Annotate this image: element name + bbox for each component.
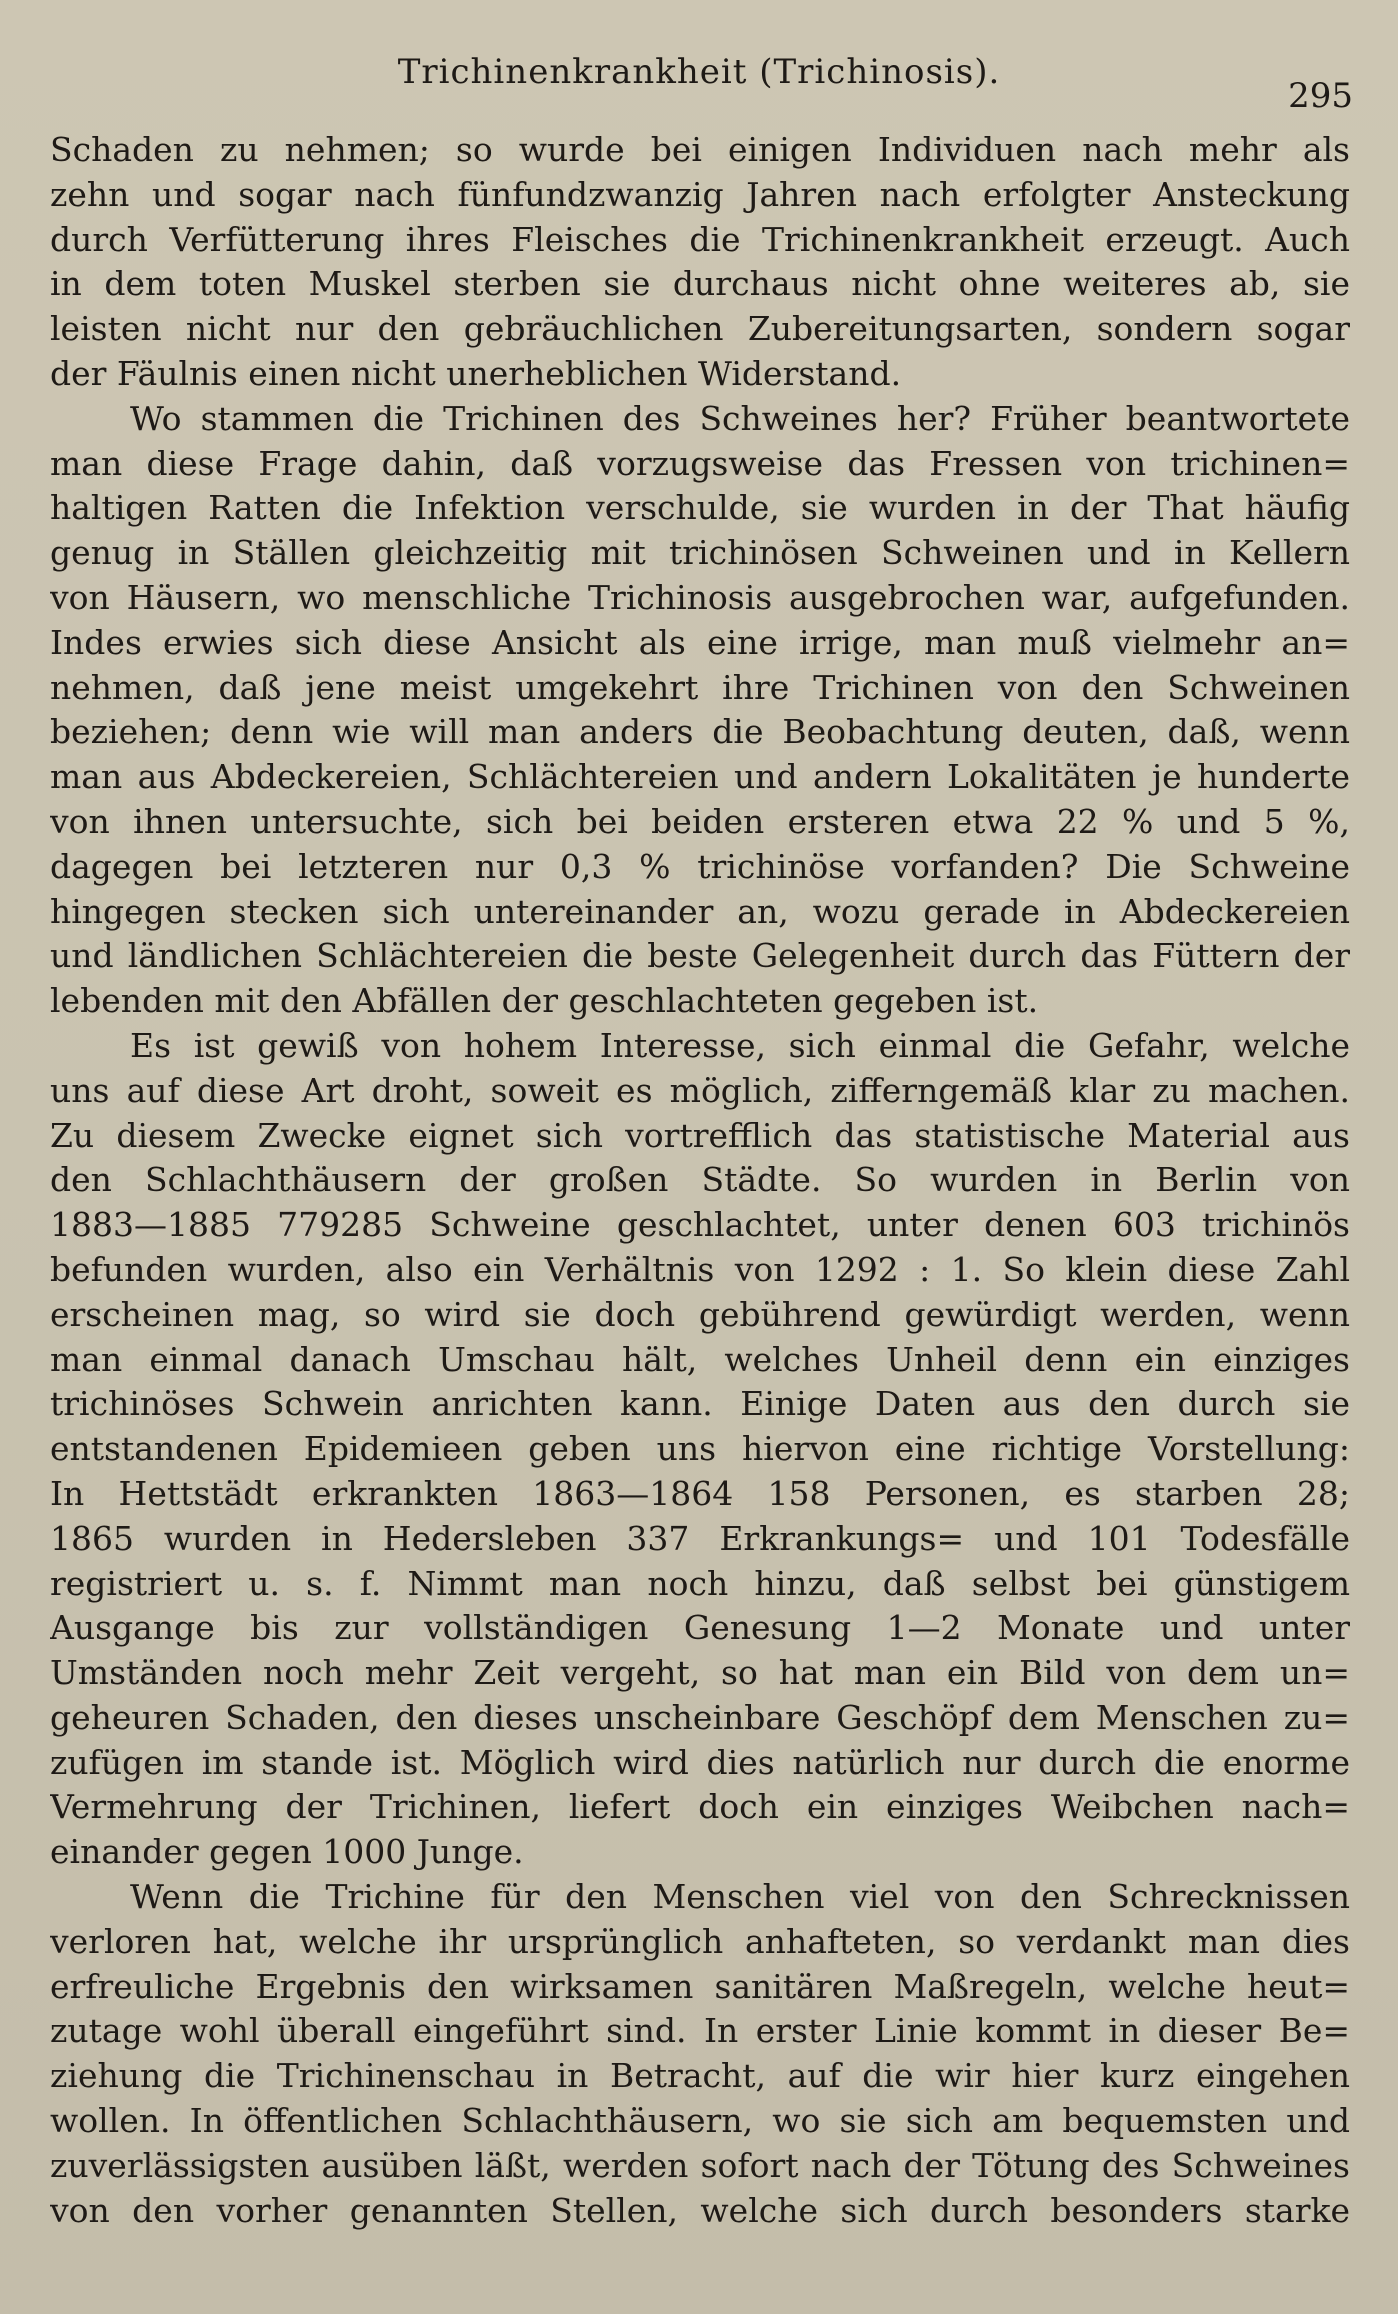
- text-line: durch Verfütterung ihres Fleisches die Trichinenkrankheit erzeugt. Auch: [50, 219, 1350, 259]
- text-line: Indes erwies sich diese Ansicht als eine irrige, man muß vielmehr an=: [50, 622, 1350, 662]
- text-line: nehmen, daß jene meist umgekehrt ihre Trichinen von den Schweinen: [50, 667, 1350, 707]
- text-line: Vermehrung der Trichinen, liefert doch ein einziges Weibchen nach=: [50, 1787, 1350, 1827]
- text-line: einander gegen 1000 Junge.: [50, 1832, 524, 1872]
- text-line: uns auf diese Art droht, soweit es möglich, zifferngemäß klar zu machen.: [50, 1070, 1350, 1110]
- text-line: erfreuliche Ergebnis den wirksamen sanitären Maßregeln, welche heut=: [50, 1966, 1350, 2006]
- text-line: genug in Ställen gleichzeitig mit trichinösen Schweinen und in Kellern: [50, 533, 1350, 573]
- text-line: in dem toten Muskel sterben sie durchaus nicht ohne weiteres ab, sie: [50, 264, 1350, 304]
- body-text: [50, 128, 1350, 2233]
- text-line: hingegen stecken sich untereinander an, wozu gerade in Abdeckereien: [50, 891, 1350, 931]
- text-line: von ihnen untersuchte, sich bei beiden ersteren etwa 22 % und 5 %,: [50, 801, 1350, 841]
- text-line: zutage wohl überall eingeführt sind. In erster Linie kommt in dieser Be=: [50, 2011, 1350, 2051]
- text-line: geheuren Schaden, den dieses unscheinbare Geschöpf dem Menschen zu=: [50, 1697, 1350, 1737]
- text-line: lebenden mit den Abfällen der geschlachteten gegeben ist.: [50, 981, 1039, 1021]
- page-number: 295: [1288, 76, 1353, 116]
- text-line: Ausgange bis zur vollständigen Genesung 1—2 Monate und unter: [50, 1608, 1350, 1648]
- text-line: In Hettstädt erkrankten 1863—1864 158 Personen, es starben 28;: [50, 1473, 1350, 1513]
- text-line: man einmal danach Umschau hält, welches Unheil denn ein einziges: [50, 1339, 1350, 1379]
- text-line: man aus Abdeckereien, Schlächtereien und andern Lokalitäten je hunderte: [50, 757, 1350, 797]
- text-line: und ländlichen Schlächtereien die beste Gelegenheit durch das Füttern der: [50, 936, 1350, 976]
- text-line: der Fäulnis einen nicht unerheblichen Widerstand.: [50, 353, 902, 393]
- text-line: Zu diesem Zwecke eignet sich vortrefflich das statistische Material aus: [50, 1115, 1350, 1155]
- text-line: Wenn die Trichine für den Menschen viel von den Schrecknissen: [130, 1877, 1350, 1917]
- text-line: verloren hat, welche ihr ursprünglich anhafteten, so verdankt man dies: [50, 1921, 1350, 1961]
- text-line: zuverlässigsten ausüben läßt, werden sofort nach der Tötung des Schweines: [50, 2145, 1350, 2185]
- text-line: 1883—1885 779285 Schweine geschlachtet, unter denen 603 trichinös: [50, 1205, 1350, 1245]
- text-line: Schaden zu nehmen; so wurde bei einigen Individuen nach mehr als: [50, 130, 1350, 169]
- text-line: zehn und sogar nach fünfundzwanzig Jahren nach erfolgter Ansteckung: [50, 174, 1350, 214]
- text-line: erscheinen mag, so wird sie doch gebührend gewürdigt werden, wenn: [50, 1294, 1350, 1334]
- text-line: man diese Frage dahin, daß vorzugsweise das Fressen von trichinen=: [50, 443, 1350, 483]
- text-line: zufügen im stande ist. Möglich wird dies natürlich nur durch die enorme: [50, 1742, 1350, 1782]
- text-line: beziehen; denn wie will man anders die Beobachtung deuten, daß, wenn: [50, 712, 1350, 752]
- text-line: den Schlachthäusern der großen Städte. So wurden in Berlin von: [50, 1160, 1350, 1200]
- text-line: ziehung die Trichinenschau in Betracht, auf die wir hier kurz eingehen: [50, 2056, 1350, 2096]
- text-line: 1865 wurden in Hedersleben 337 Erkrankungs= und 101 Todesfälle: [50, 1518, 1350, 1558]
- text-line: von Häusern, wo menschliche Trichinosis ausgebrochen war, aufgefunden.: [50, 577, 1350, 617]
- text-line: von den vorher genannten Stellen, welche sich durch besonders starke: [50, 2190, 1350, 2230]
- text-line: registriert u. s. f. Nimmt man noch hinzu, daß selbst bei günstigem: [50, 1563, 1350, 1603]
- text-line: Wo stammen die Trichinen des Schweines her? Früher beantwortete: [130, 398, 1350, 438]
- text-line: entstandenen Epidemieen geben uns hiervon eine richtige Vorstellung:: [50, 1429, 1350, 1469]
- text-line: Es ist gewiß von hohem Interesse, sich einmal die Gefahr, welche: [130, 1025, 1350, 1065]
- text-line: haltigen Ratten die Infektion verschulde, sie wurden in der That häufig: [50, 488, 1350, 528]
- text-line: dagegen bei letzteren nur 0,3 % trichinöse vorfanden? Die Schweine: [50, 846, 1350, 886]
- text-line: trichinöses Schwein anrichten kann. Einige Daten aus den durch sie: [50, 1384, 1350, 1424]
- text-line: wollen. In öffentlichen Schlachthäusern, wo sie sich am bequemsten und: [50, 2101, 1350, 2141]
- text-line: Umständen noch mehr Zeit vergeht, so hat man ein Bild von dem un=: [50, 1653, 1350, 1693]
- text-line: leisten nicht nur den gebräuchlichen Zubereitungsarten, sondern sogar: [50, 309, 1350, 349]
- text-line: befunden wurden, also ein Verhältnis von 1292 : 1. So klein diese Zahl: [50, 1249, 1350, 1289]
- running-title: Trichinenkrankheit (Trichinosis).: [397, 52, 1001, 92]
